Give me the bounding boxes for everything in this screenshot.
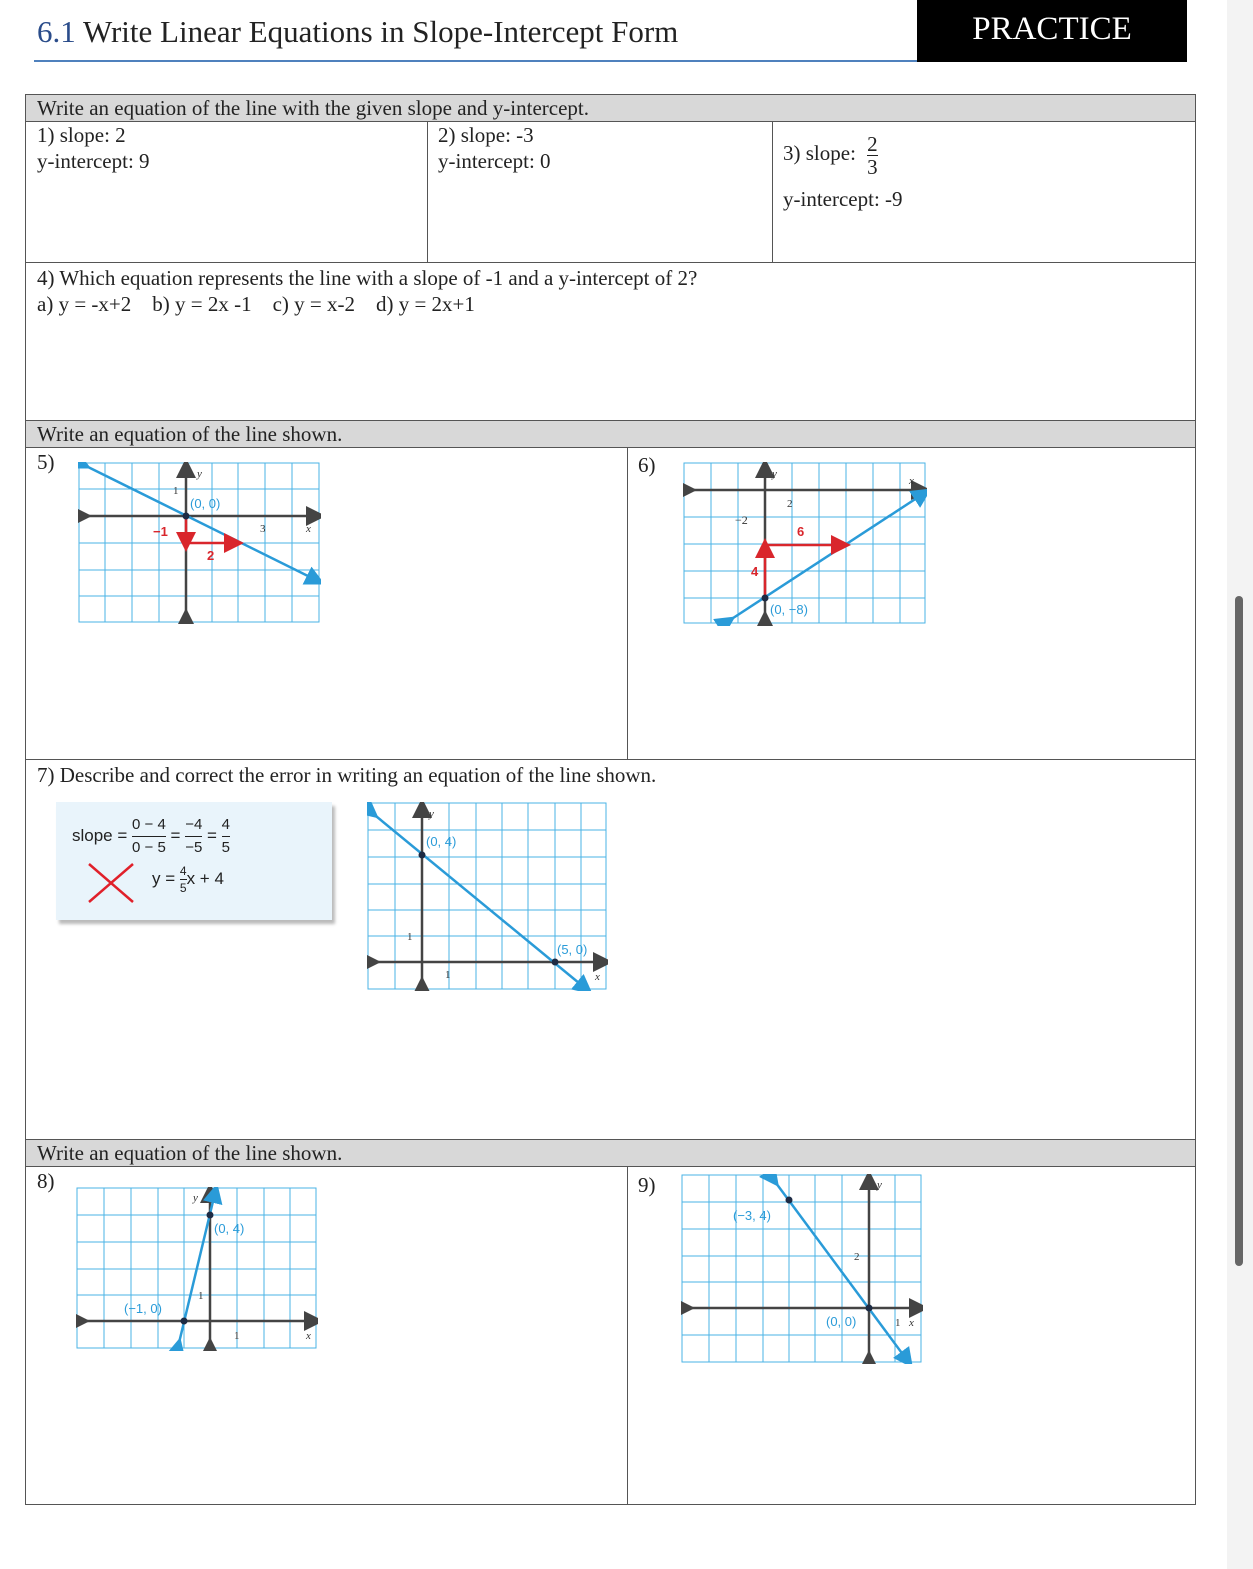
q4-question: 4) Which equation represents the line with a slope of -1 and a y-intercept of 2? [37,266,698,290]
col-divider [427,121,428,262]
q3-denominator: 3 [867,154,878,179]
q7-frac-4-num: 4 [179,864,187,879]
q7-frac-2-num: −4 [185,816,203,833]
q5-graph [78,462,321,624]
row-divider [26,759,1196,760]
practice-badge: PRACTICE [917,0,1187,62]
q8-y-label: y [193,1192,198,1204]
q7-frac-1-num: 0 − 4 [132,816,166,833]
row-divider [26,420,1196,421]
q7-tick-x1: 1 [445,969,451,981]
title-underline [34,60,917,62]
page-title [37,14,678,50]
table-border-right [1195,94,1196,1505]
instruction-3: Write an equation of the line shown. [37,1141,343,1165]
q7-point-2: (5, 0) [557,942,588,957]
q7-frac-3-num: 4 [221,816,231,833]
q6-rise-label: 4 [751,564,759,579]
q7-graph [367,802,608,991]
instruction-1: Write an equation of the line with the given slope and y-intercept. [37,96,589,120]
table-border-bottom [26,1504,1196,1505]
row-divider [26,447,1196,448]
instruction-2: Write an equation of the line shown. [37,422,343,446]
row-divider [26,262,1196,263]
col-divider [627,1166,628,1504]
q3-slope [783,127,878,179]
q3-intercept: y-intercept: -9 [783,187,903,211]
q5-run-label: 2 [207,548,215,563]
q8-number: 8) [37,1169,55,1193]
section-title: Write Linear Equations in Slope-Intercept Form [82,14,679,49]
table-border-top [26,94,1196,95]
q7-frac-4 [180,864,187,895]
q7-slope-label: slope = [72,825,128,845]
q1-intercept: y-intercept: 9 [37,149,150,173]
q7-frac-3-den: 5 [221,839,231,856]
q7-frac-3 [222,815,230,858]
scrollbar-thumb[interactable] [1235,596,1243,1266]
col-divider [627,447,628,759]
q7-eq-start: y = [152,869,176,888]
q8-x-label: x [306,1330,311,1342]
q9-tick-1: 1 [895,1317,901,1329]
q6-tick-2: 2 [787,498,793,510]
row-divider [26,1139,1196,1140]
q7-frac-1-den: 0 − 5 [132,839,166,856]
error-x-icon [86,861,136,905]
q9-tick-2: 2 [854,1251,860,1263]
q7-tick-y1: 1 [407,931,413,943]
q2-slope: 2) slope: -3 [438,123,534,147]
q6-x-label: x [909,475,914,487]
q9-graph [681,1174,923,1364]
q7-frac-2 [185,815,202,858]
q6-point-label: (0, −8) [770,602,808,617]
q5-tick-neg1: −1 [153,524,168,539]
q9-point-2: (0, 0) [826,1314,857,1329]
q8-graph [76,1187,318,1351]
q7-point-1: (0, 4) [426,834,457,849]
q6-run-label: 6 [797,524,805,539]
q9-number: 9) [638,1173,656,1197]
col-divider [772,121,773,262]
q9-point-1: (−3, 4) [733,1208,771,1223]
q3-numerator: 2 [867,131,878,156]
q6-graph [683,462,927,626]
q5-tick-1: 1 [173,485,179,497]
q6-tick-neg2: −2 [735,513,748,527]
q9-y-label: y [877,1179,882,1191]
q5-point-label: (0, 0) [190,496,221,511]
q5-y-label: y [197,468,202,480]
q5-tick-3: 3 [260,523,266,535]
q1-slope: 1) slope: 2 [37,123,126,147]
q8-tick-y1: 1 [198,1290,204,1302]
q7-frac-4-den: 5 [179,881,187,896]
q7-equation [152,862,224,896]
q7-question: 7) Describe and correct the error in writing an equation of the line shown. [37,763,657,787]
q9-x-label: x [909,1317,914,1329]
q3-slope-fraction [867,131,878,179]
q8-point-2: (−1, 0) [124,1301,162,1316]
q4-choices: a) y = -x+2 b) y = 2x -1 c) y = x-2 d) y = 2x+1 [37,292,475,316]
table-border-left [25,94,26,1505]
q8-point-1: (0, 4) [214,1221,245,1236]
q7-y-label: y [429,808,434,820]
q7-x-label: x [595,971,600,983]
q8-tick-x1: 1 [234,1330,240,1342]
row-divider [26,121,1196,122]
q6-number: 6) [638,453,656,477]
q5-x-label: x [306,523,311,535]
q7-slope-work: slope = $\frac{0 - 4}{0 - 5}$ = $\frac{-4}{-5}$ = $\frac{4}{5}$ [72,816,231,856]
q3-slope-label: 3) slope: [783,141,856,165]
q7-frac-1 [132,815,166,858]
q7-eq-end: x + 4 [186,869,224,888]
q2-intercept: y-intercept: 0 [438,149,551,173]
section-number: 6.1 [37,14,76,49]
q5-number: 5) [37,450,55,474]
q7-frac-2-den: −5 [185,839,203,856]
row-divider [26,1166,1196,1167]
q6-y-label: y [772,468,777,480]
